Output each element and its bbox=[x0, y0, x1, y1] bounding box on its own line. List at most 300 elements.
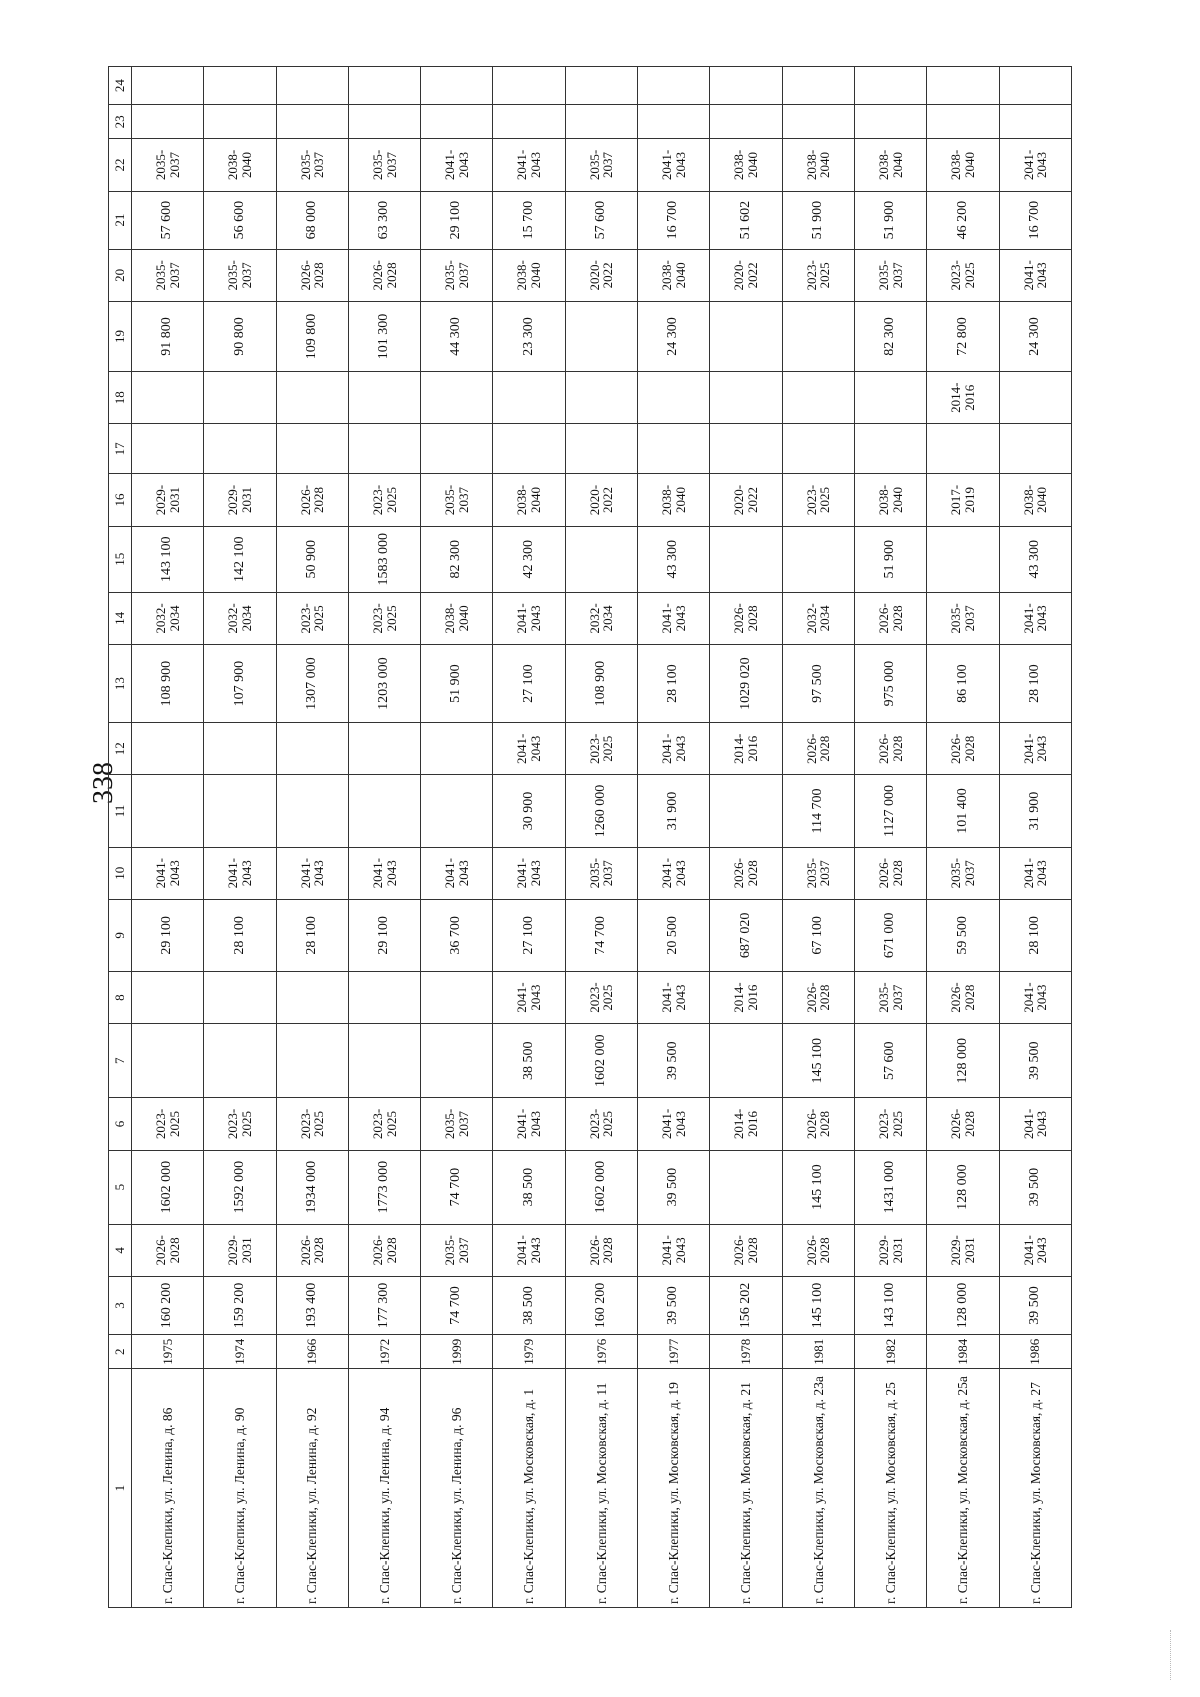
cost-cell: 160 200 bbox=[565, 1276, 637, 1334]
period-cell: 2041-2043 bbox=[493, 723, 565, 775]
cost-cell: 142 100 bbox=[204, 526, 276, 592]
period-cell: 2026-2028 bbox=[132, 1224, 204, 1276]
cost-cell: 143 100 bbox=[854, 1276, 926, 1334]
table-body bbox=[132, 67, 1072, 1608]
period-cell: 2023-2025 bbox=[565, 723, 637, 775]
cost-cell: 90 800 bbox=[204, 301, 276, 371]
period-cell bbox=[348, 972, 420, 1024]
table-row bbox=[493, 67, 565, 1608]
period-cell bbox=[493, 372, 565, 424]
cost-cell: 1029 020 bbox=[710, 644, 782, 722]
cost-cell bbox=[493, 105, 565, 139]
cost-cell bbox=[710, 424, 782, 474]
period-cell: 2038-2040 bbox=[638, 249, 710, 301]
cost-cell: 1602 000 bbox=[132, 1150, 204, 1224]
period-cell: 2041-2043 bbox=[421, 139, 493, 191]
period-cell: 2038-2040 bbox=[421, 592, 493, 644]
period-cell: 2023-2025 bbox=[782, 249, 854, 301]
cost-cell: 51 900 bbox=[854, 191, 926, 249]
cost-cell: 29 100 bbox=[132, 899, 204, 971]
table-row bbox=[854, 67, 926, 1608]
period-cell: 2026-2028 bbox=[565, 1224, 637, 1276]
cost-cell: 28 100 bbox=[999, 899, 1071, 971]
column-header-10: 10 bbox=[109, 847, 132, 899]
period-cell: 2026-2028 bbox=[854, 723, 926, 775]
cost-cell bbox=[132, 424, 204, 474]
period-cell: 2041-2043 bbox=[999, 139, 1071, 191]
period-cell: 2014-2016 bbox=[927, 372, 999, 424]
period-cell: 2026-2028 bbox=[782, 723, 854, 775]
period-cell: 2041-2043 bbox=[493, 1224, 565, 1276]
period-cell: 2035-2037 bbox=[132, 249, 204, 301]
period-cell: 2041-2043 bbox=[638, 723, 710, 775]
period-cell: 2023-2025 bbox=[276, 1098, 348, 1150]
period-cell: 2041-2043 bbox=[493, 139, 565, 191]
cost-cell bbox=[276, 1024, 348, 1098]
cost-cell: 28 100 bbox=[276, 899, 348, 971]
period-cell: 2035-2037 bbox=[421, 1098, 493, 1150]
period-cell: 2041-2043 bbox=[638, 1098, 710, 1150]
cost-cell: 51 602 bbox=[710, 191, 782, 249]
period-cell: 2026-2028 bbox=[710, 592, 782, 644]
period-cell: 2038-2040 bbox=[854, 139, 926, 191]
year-cell: 1999 bbox=[421, 1335, 493, 1369]
period-cell: 2038-2040 bbox=[204, 139, 276, 191]
period-cell: 2041-2043 bbox=[638, 972, 710, 1024]
period-cell: 2023-2025 bbox=[854, 1098, 926, 1150]
period-cell: 2026-2028 bbox=[710, 1224, 782, 1276]
address-cell: г. Спас-Клепики, ул. Ленина, д. 86 bbox=[132, 1369, 204, 1608]
column-header-13: 13 bbox=[109, 644, 132, 722]
cost-cell: 30 900 bbox=[493, 775, 565, 847]
cost-cell bbox=[421, 424, 493, 474]
period-cell bbox=[132, 972, 204, 1024]
cost-cell bbox=[204, 105, 276, 139]
column-header-22: 22 bbox=[109, 139, 132, 191]
cost-cell: 29 100 bbox=[421, 191, 493, 249]
period-cell bbox=[348, 67, 420, 105]
period-cell: 2035-2037 bbox=[927, 592, 999, 644]
cost-cell: 39 500 bbox=[638, 1150, 710, 1224]
cost-cell: 74 700 bbox=[565, 899, 637, 971]
cost-cell bbox=[348, 775, 420, 847]
period-cell: 2041-2043 bbox=[999, 592, 1071, 644]
cost-cell: 1307 000 bbox=[276, 644, 348, 722]
cost-cell: 145 100 bbox=[782, 1024, 854, 1098]
cost-cell: 1127 000 bbox=[854, 775, 926, 847]
address-cell: г. Спас-Клепики, ул. Ленина, д. 90 bbox=[204, 1369, 276, 1608]
cost-cell: 128 000 bbox=[927, 1276, 999, 1334]
period-cell bbox=[710, 372, 782, 424]
period-cell: 2026-2028 bbox=[854, 592, 926, 644]
period-cell bbox=[276, 67, 348, 105]
period-cell bbox=[204, 723, 276, 775]
cost-cell: 82 300 bbox=[421, 526, 493, 592]
cost-cell: 107 900 bbox=[204, 644, 276, 722]
period-cell: 2041-2043 bbox=[999, 847, 1071, 899]
cost-cell: 57 600 bbox=[854, 1024, 926, 1098]
period-cell: 2035-2037 bbox=[204, 249, 276, 301]
cost-cell: 177 300 bbox=[348, 1276, 420, 1334]
period-cell: 2026-2028 bbox=[927, 723, 999, 775]
cost-cell: 56 600 bbox=[204, 191, 276, 249]
period-cell: 2041-2043 bbox=[638, 847, 710, 899]
period-cell: 2041-2043 bbox=[421, 847, 493, 899]
column-header-7: 7 bbox=[109, 1024, 132, 1098]
table-row bbox=[348, 67, 420, 1608]
period-cell: 2023-2025 bbox=[348, 474, 420, 526]
period-cell bbox=[782, 67, 854, 105]
table-row bbox=[132, 67, 204, 1608]
cost-cell bbox=[782, 526, 854, 592]
cost-cell bbox=[638, 105, 710, 139]
cost-cell bbox=[927, 526, 999, 592]
cost-cell bbox=[348, 424, 420, 474]
period-cell: 2035-2037 bbox=[421, 249, 493, 301]
cost-cell: 31 900 bbox=[999, 775, 1071, 847]
year-cell: 1974 bbox=[204, 1335, 276, 1369]
period-cell: 2023-2025 bbox=[348, 592, 420, 644]
period-cell: 2041-2043 bbox=[638, 139, 710, 191]
cost-cell: 67 100 bbox=[782, 899, 854, 971]
period-cell: 2041-2043 bbox=[638, 1224, 710, 1276]
period-cell: 2041-2043 bbox=[999, 249, 1071, 301]
year-cell: 1966 bbox=[276, 1335, 348, 1369]
cost-cell bbox=[565, 526, 637, 592]
cost-cell bbox=[565, 301, 637, 371]
period-cell: 2032-2034 bbox=[565, 592, 637, 644]
table-row bbox=[421, 67, 493, 1608]
period-cell: 2032-2034 bbox=[782, 592, 854, 644]
period-cell: 2026-2028 bbox=[276, 474, 348, 526]
address-cell: г. Спас-Клепики, ул. Московская, д. 23а bbox=[782, 1369, 854, 1608]
period-cell bbox=[854, 67, 926, 105]
cost-cell bbox=[710, 526, 782, 592]
period-cell bbox=[276, 972, 348, 1024]
period-cell bbox=[204, 67, 276, 105]
cost-cell: 15 700 bbox=[493, 191, 565, 249]
cost-cell: 108 900 bbox=[565, 644, 637, 722]
cost-cell bbox=[782, 301, 854, 371]
cost-cell: 671 000 bbox=[854, 899, 926, 971]
year-cell: 1984 bbox=[927, 1335, 999, 1369]
cost-cell: 44 300 bbox=[421, 301, 493, 371]
cost-cell: 31 900 bbox=[638, 775, 710, 847]
period-cell: 2038-2040 bbox=[782, 139, 854, 191]
period-cell bbox=[132, 67, 204, 105]
period-cell bbox=[638, 67, 710, 105]
year-cell: 1972 bbox=[348, 1335, 420, 1369]
column-header-8: 8 bbox=[109, 972, 132, 1024]
cost-cell bbox=[854, 424, 926, 474]
cost-cell bbox=[927, 424, 999, 474]
period-cell: 2023-2025 bbox=[565, 1098, 637, 1150]
period-cell bbox=[348, 723, 420, 775]
cost-cell bbox=[276, 424, 348, 474]
column-header-5: 5 bbox=[109, 1150, 132, 1224]
cost-cell: 72 800 bbox=[927, 301, 999, 371]
cost-cell bbox=[638, 424, 710, 474]
year-cell: 1981 bbox=[782, 1335, 854, 1369]
cost-cell: 23 300 bbox=[493, 301, 565, 371]
cost-cell: 36 700 bbox=[421, 899, 493, 971]
column-header-21: 21 bbox=[109, 191, 132, 249]
period-cell: 2032-2034 bbox=[132, 592, 204, 644]
period-cell: 2038-2040 bbox=[854, 474, 926, 526]
cost-cell: 128 000 bbox=[927, 1150, 999, 1224]
period-cell: 2026-2028 bbox=[276, 249, 348, 301]
year-cell: 1982 bbox=[854, 1335, 926, 1369]
period-cell: 2035-2037 bbox=[348, 139, 420, 191]
period-cell: 2041-2043 bbox=[999, 1224, 1071, 1276]
cost-cell: 1602 000 bbox=[565, 1150, 637, 1224]
period-cell: 2041-2043 bbox=[204, 847, 276, 899]
cost-cell: 24 300 bbox=[638, 301, 710, 371]
cost-cell: 39 500 bbox=[999, 1150, 1071, 1224]
period-cell: 2026-2028 bbox=[710, 847, 782, 899]
cost-cell: 193 400 bbox=[276, 1276, 348, 1334]
cost-cell: 39 500 bbox=[638, 1276, 710, 1334]
cost-cell: 57 600 bbox=[565, 191, 637, 249]
cost-cell: 1583 000 bbox=[348, 526, 420, 592]
column-header-1: 1 bbox=[109, 1369, 132, 1608]
address-cell: г. Спас-Клепики, ул. Ленина, д. 92 bbox=[276, 1369, 348, 1608]
year-cell: 1977 bbox=[638, 1335, 710, 1369]
cost-cell: 109 800 bbox=[276, 301, 348, 371]
address-cell: г. Спас-Клепики, ул. Московская, д. 25а bbox=[927, 1369, 999, 1608]
period-cell bbox=[565, 372, 637, 424]
cost-cell: 51 900 bbox=[782, 191, 854, 249]
cost-cell bbox=[421, 775, 493, 847]
cost-cell: 159 200 bbox=[204, 1276, 276, 1334]
year-cell: 1986 bbox=[999, 1335, 1071, 1369]
period-cell: 2035-2037 bbox=[276, 139, 348, 191]
period-cell: 2026-2028 bbox=[927, 972, 999, 1024]
period-cell: 2017-2019 bbox=[927, 474, 999, 526]
period-cell bbox=[565, 67, 637, 105]
period-cell bbox=[421, 372, 493, 424]
period-cell: 2041-2043 bbox=[999, 972, 1071, 1024]
period-cell bbox=[204, 972, 276, 1024]
period-cell: 2035-2037 bbox=[927, 847, 999, 899]
period-cell: 2041-2043 bbox=[276, 847, 348, 899]
cost-cell: 43 300 bbox=[638, 526, 710, 592]
period-cell: 2020-2022 bbox=[565, 249, 637, 301]
period-cell: 2023-2025 bbox=[565, 972, 637, 1024]
period-cell bbox=[854, 372, 926, 424]
period-cell: 2035-2037 bbox=[854, 249, 926, 301]
cost-cell: 20 500 bbox=[638, 899, 710, 971]
address-cell: г. Спас-Клепики, ул. Ленина, д. 94 bbox=[348, 1369, 420, 1608]
table-row bbox=[710, 67, 782, 1608]
cost-cell: 975 000 bbox=[854, 644, 926, 722]
period-cell bbox=[493, 67, 565, 105]
cost-cell: 156 202 bbox=[710, 1276, 782, 1334]
cost-cell bbox=[710, 301, 782, 371]
cost-cell bbox=[348, 105, 420, 139]
period-cell: 2038-2040 bbox=[710, 139, 782, 191]
period-cell bbox=[638, 372, 710, 424]
cost-cell bbox=[782, 424, 854, 474]
period-cell: 2041-2043 bbox=[638, 592, 710, 644]
cost-cell bbox=[710, 105, 782, 139]
period-cell: 2026-2028 bbox=[276, 1224, 348, 1276]
cost-cell: 1773 000 bbox=[348, 1150, 420, 1224]
cost-cell: 46 200 bbox=[927, 191, 999, 249]
cost-cell: 74 700 bbox=[421, 1276, 493, 1334]
period-cell: 2038-2040 bbox=[999, 474, 1071, 526]
cost-cell: 97 500 bbox=[782, 644, 854, 722]
column-header-24: 24 bbox=[109, 67, 132, 105]
table-row bbox=[927, 67, 999, 1608]
period-cell: 2035-2037 bbox=[565, 139, 637, 191]
period-cell: 2026-2028 bbox=[782, 972, 854, 1024]
cost-cell bbox=[132, 105, 204, 139]
table-row bbox=[204, 67, 276, 1608]
table-row bbox=[276, 67, 348, 1608]
cost-cell: 101 400 bbox=[927, 775, 999, 847]
cost-cell: 29 100 bbox=[348, 899, 420, 971]
period-cell: 2038-2040 bbox=[927, 139, 999, 191]
period-cell: 2029-2031 bbox=[132, 474, 204, 526]
cost-cell: 145 100 bbox=[782, 1276, 854, 1334]
cost-cell bbox=[782, 105, 854, 139]
year-cell: 1976 bbox=[565, 1335, 637, 1369]
cost-cell: 38 500 bbox=[493, 1276, 565, 1334]
period-cell: 2038-2040 bbox=[493, 474, 565, 526]
column-header-19: 19 bbox=[109, 301, 132, 371]
cost-cell: 1203 000 bbox=[348, 644, 420, 722]
cost-cell: 1934 000 bbox=[276, 1150, 348, 1224]
cost-cell bbox=[204, 1024, 276, 1098]
cost-cell bbox=[348, 1024, 420, 1098]
address-cell: г. Спас-Клепики, ул. Московская, д. 21 bbox=[710, 1369, 782, 1608]
cost-cell: 39 500 bbox=[638, 1024, 710, 1098]
cost-cell: 28 100 bbox=[638, 644, 710, 722]
period-cell: 2020-2022 bbox=[710, 249, 782, 301]
period-cell: 2041-2043 bbox=[493, 847, 565, 899]
cost-cell: 16 700 bbox=[999, 191, 1071, 249]
period-cell bbox=[348, 372, 420, 424]
period-cell: 2041-2043 bbox=[132, 847, 204, 899]
period-cell bbox=[999, 372, 1071, 424]
year-cell: 1979 bbox=[493, 1335, 565, 1369]
period-cell: 2020-2022 bbox=[565, 474, 637, 526]
period-cell: 2041-2043 bbox=[493, 1098, 565, 1150]
cost-cell: 1260 000 bbox=[565, 775, 637, 847]
period-cell: 2035-2037 bbox=[421, 1224, 493, 1276]
period-cell: 2026-2028 bbox=[348, 1224, 420, 1276]
period-cell: 2041-2043 bbox=[493, 592, 565, 644]
cost-cell bbox=[999, 105, 1071, 139]
period-cell: 2035-2037 bbox=[565, 847, 637, 899]
cost-cell bbox=[493, 424, 565, 474]
period-cell bbox=[276, 723, 348, 775]
address-cell: г. Спас-Клепики, ул. Московская, д. 11 bbox=[565, 1369, 637, 1608]
cost-cell: 50 900 bbox=[276, 526, 348, 592]
period-cell bbox=[276, 372, 348, 424]
cost-cell bbox=[565, 424, 637, 474]
cost-cell bbox=[276, 775, 348, 847]
cost-cell: 143 100 bbox=[132, 526, 204, 592]
column-header-15: 15 bbox=[109, 526, 132, 592]
cost-cell: 108 900 bbox=[132, 644, 204, 722]
period-cell: 2026-2028 bbox=[348, 249, 420, 301]
cost-cell: 28 100 bbox=[999, 644, 1071, 722]
table-row bbox=[782, 67, 854, 1608]
period-cell: 2029-2031 bbox=[854, 1224, 926, 1276]
cost-cell: 1602 000 bbox=[565, 1024, 637, 1098]
cost-cell bbox=[710, 775, 782, 847]
cost-cell: 68 000 bbox=[276, 191, 348, 249]
cost-cell: 160 200 bbox=[132, 1276, 204, 1334]
cost-cell: 1592 000 bbox=[204, 1150, 276, 1224]
cost-cell: 38 500 bbox=[493, 1150, 565, 1224]
cost-cell: 63 300 bbox=[348, 191, 420, 249]
cost-cell: 16 700 bbox=[638, 191, 710, 249]
table-row bbox=[999, 67, 1071, 1608]
page-number: 338 bbox=[88, 762, 119, 804]
period-cell: 2023-2025 bbox=[204, 1098, 276, 1150]
table-wrapper bbox=[108, 66, 1072, 1608]
period-cell bbox=[132, 723, 204, 775]
period-cell: 2026-2028 bbox=[782, 1098, 854, 1150]
period-cell: 2023-2025 bbox=[276, 592, 348, 644]
cost-cell bbox=[421, 105, 493, 139]
period-cell: 2041-2043 bbox=[999, 1098, 1071, 1150]
column-header-20: 20 bbox=[109, 249, 132, 301]
period-cell: 2026-2028 bbox=[854, 847, 926, 899]
cost-cell: 86 100 bbox=[927, 644, 999, 722]
cost-cell bbox=[854, 105, 926, 139]
period-cell bbox=[204, 372, 276, 424]
cost-cell: 51 900 bbox=[854, 526, 926, 592]
period-cell: 2038-2040 bbox=[638, 474, 710, 526]
period-cell bbox=[421, 723, 493, 775]
column-header-16: 16 bbox=[109, 474, 132, 526]
cost-cell bbox=[421, 1024, 493, 1098]
cost-cell: 687 020 bbox=[710, 899, 782, 971]
period-cell: 2041-2043 bbox=[999, 723, 1071, 775]
address-cell: г. Спас-Клепики, ул. Московская, д. 19 bbox=[638, 1369, 710, 1608]
data-table bbox=[108, 66, 1072, 1608]
cost-cell bbox=[276, 105, 348, 139]
cost-cell: 145 100 bbox=[782, 1150, 854, 1224]
cost-cell: 82 300 bbox=[854, 301, 926, 371]
period-cell: 2026-2028 bbox=[927, 1098, 999, 1150]
cost-cell bbox=[204, 775, 276, 847]
period-cell: 2023-2025 bbox=[348, 1098, 420, 1150]
column-header-9: 9 bbox=[109, 899, 132, 971]
period-cell: 2035-2037 bbox=[132, 139, 204, 191]
cost-cell: 1431 000 bbox=[854, 1150, 926, 1224]
cost-cell: 114 700 bbox=[782, 775, 854, 847]
period-cell: 2014-2016 bbox=[710, 1098, 782, 1150]
cost-cell bbox=[565, 105, 637, 139]
period-cell: 2038-2040 bbox=[493, 249, 565, 301]
cost-cell: 101 300 bbox=[348, 301, 420, 371]
year-cell: 1978 bbox=[710, 1335, 782, 1369]
year-cell: 1975 bbox=[132, 1335, 204, 1369]
period-cell bbox=[132, 372, 204, 424]
cost-cell: 57 600 bbox=[132, 191, 204, 249]
period-cell: 2023-2025 bbox=[132, 1098, 204, 1150]
period-cell bbox=[999, 67, 1071, 105]
cost-cell: 27 100 bbox=[493, 644, 565, 722]
cost-cell: 24 300 bbox=[999, 301, 1071, 371]
period-cell bbox=[421, 972, 493, 1024]
cost-cell bbox=[999, 424, 1071, 474]
